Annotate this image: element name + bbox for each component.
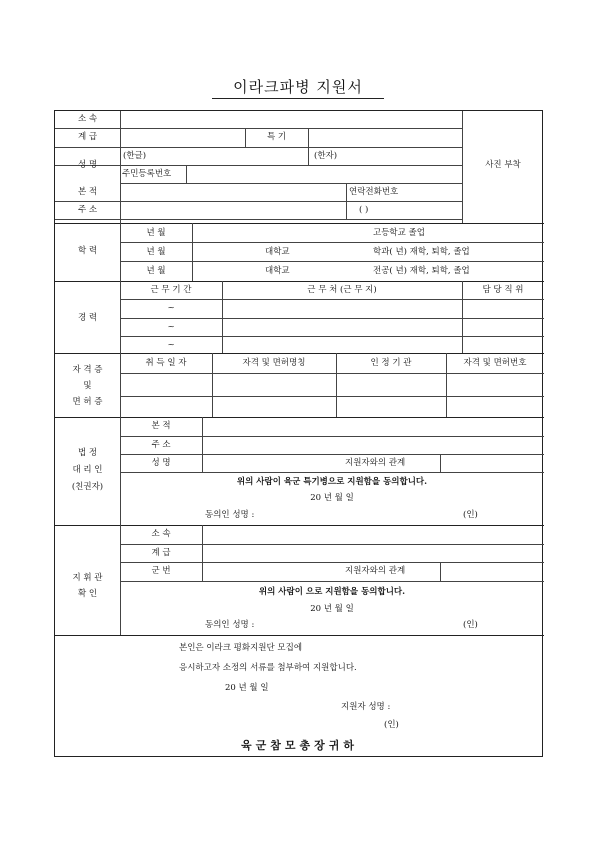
declaration-date: 20 년 월 일 bbox=[225, 683, 269, 693]
guardian-label: 법 정 bbox=[77, 448, 98, 458]
period-tilde: ~ bbox=[167, 303, 175, 313]
row-line bbox=[120, 436, 544, 437]
guardian-date: 20 년 월 일 bbox=[310, 493, 354, 503]
period-tilde: ~ bbox=[167, 322, 175, 332]
guardian-seal: (인) bbox=[463, 510, 478, 520]
row-line bbox=[120, 336, 544, 337]
guardian-relation: 지원자와의 관계 bbox=[345, 458, 406, 468]
license-number-header: 자격 및 면허번호 bbox=[463, 358, 527, 368]
commander-affiliation: 소 속 bbox=[151, 529, 171, 539]
declaration-line1: 본인은 이라크 평화지원단 모집에 bbox=[179, 643, 303, 653]
year-month: 년 월 bbox=[146, 247, 166, 257]
row-line bbox=[55, 219, 462, 220]
guardian-signer: 동의인 성명 : bbox=[205, 510, 255, 520]
col-line bbox=[192, 223, 193, 281]
career-label: 경 력 bbox=[77, 313, 98, 323]
highschool-graduate: 고등학교 졸업 bbox=[373, 228, 425, 238]
page-title: 이라크파병 지원서 bbox=[233, 78, 363, 96]
issuer-header: 인 정 기 관 bbox=[370, 358, 412, 368]
row-line bbox=[55, 147, 462, 148]
commander-signer: 동의인 성명 : bbox=[205, 620, 255, 630]
commander-seal: (인) bbox=[463, 620, 478, 630]
license-name-header: 자격 및 면허명칭 bbox=[242, 358, 306, 368]
period-tilde: ~ bbox=[167, 340, 175, 350]
section-line bbox=[55, 525, 544, 526]
row-line bbox=[120, 261, 544, 262]
application-form bbox=[54, 110, 543, 757]
col-line bbox=[202, 525, 203, 581]
license-label-and: 및 bbox=[83, 381, 92, 391]
work-period-header: 근 무 기 간 bbox=[150, 285, 192, 295]
korean-name-label: (한글) bbox=[123, 151, 147, 161]
row-line bbox=[120, 396, 544, 397]
license-label: 자 격 증 bbox=[72, 365, 103, 375]
specialty-label: 특 기 bbox=[266, 132, 287, 142]
section-line bbox=[55, 281, 544, 282]
col-line bbox=[440, 562, 441, 581]
row-line bbox=[120, 242, 544, 243]
col-line bbox=[186, 165, 187, 183]
guardian-domicile: 본 적 bbox=[151, 421, 171, 431]
domicile-label: 본 적 bbox=[77, 187, 98, 197]
year-month: 년 월 bbox=[146, 228, 166, 238]
contact-phone-label: 연락전화번호 bbox=[349, 187, 399, 197]
commander-rank: 계 급 bbox=[151, 548, 171, 558]
row-line bbox=[120, 454, 544, 455]
row-line bbox=[120, 562, 544, 563]
rank-label: 계 급 bbox=[77, 132, 98, 142]
license-label-permit: 면 허 증 bbox=[72, 397, 103, 407]
section-line bbox=[55, 635, 544, 636]
name-label: 성 명 bbox=[77, 160, 98, 170]
row-line bbox=[120, 183, 462, 184]
hanja-name-label: (한자) bbox=[314, 151, 338, 161]
commander-relation: 지원자와의 관계 bbox=[345, 566, 406, 576]
section-line bbox=[55, 223, 544, 224]
row-line bbox=[120, 581, 544, 582]
row-line bbox=[120, 299, 544, 300]
guardian-label: (친권자) bbox=[71, 482, 104, 492]
applicant-seal: (인) bbox=[384, 720, 399, 730]
acquired-date-header: 취 득 일 자 bbox=[145, 358, 187, 368]
major-status: 전공( 년) 재학, 퇴학, 졸업 bbox=[373, 266, 470, 276]
col-line bbox=[308, 128, 309, 147]
resident-number-label: 주민등록번호 bbox=[122, 169, 172, 179]
guardian-address: 주 소 bbox=[151, 440, 171, 450]
addressee: 육군참모총장귀하 bbox=[240, 739, 358, 752]
address-label: 주 소 bbox=[77, 205, 98, 215]
row-line bbox=[120, 544, 544, 545]
university-label: 대학교 bbox=[265, 266, 290, 276]
commander-label: 지 휘 관 bbox=[72, 573, 103, 583]
duty-header: 담 당 직 위 bbox=[482, 285, 524, 295]
title-underline bbox=[212, 98, 384, 99]
guardian-label: 대 리 인 bbox=[72, 465, 103, 475]
section-line bbox=[55, 353, 544, 354]
col-line bbox=[308, 147, 309, 165]
col-line bbox=[120, 111, 121, 223]
education-label: 학 력 bbox=[77, 246, 98, 256]
university-label: 대학교 bbox=[265, 247, 290, 257]
row-line bbox=[55, 128, 462, 129]
col-line bbox=[202, 417, 203, 472]
guardian-consent: 위의 사람이 육군 특기병으로 지원함을 동의합니다. bbox=[236, 477, 428, 487]
row-line bbox=[120, 318, 544, 319]
row-line bbox=[120, 472, 544, 473]
phone-area-code: ( ) bbox=[359, 205, 369, 215]
workplace-header: 근 무 처 (근 무 지) bbox=[307, 285, 377, 295]
row-line bbox=[120, 373, 544, 374]
affiliation-label: 소 속 bbox=[77, 114, 98, 124]
row-line bbox=[55, 201, 462, 202]
year-month: 년 월 bbox=[146, 266, 166, 276]
col-line bbox=[346, 183, 347, 201]
commander-consent: 위의 사람이 으로 지원함을 동의합니다. bbox=[258, 587, 406, 597]
col-line bbox=[346, 201, 347, 219]
section-line bbox=[55, 417, 544, 418]
photo-attach-label: 사진 부착 bbox=[485, 160, 521, 170]
commander-serial: 군 번 bbox=[151, 566, 171, 576]
col-line bbox=[440, 454, 441, 472]
department-status: 학과( 년) 재학, 퇴학, 졸업 bbox=[373, 247, 470, 257]
commander-label: 확 인 bbox=[77, 589, 98, 599]
applicant-name: 지원자 성명 : bbox=[341, 702, 391, 712]
declaration-line2: 응시하고자 소정의 서류를 첨부하여 지원합니다. bbox=[179, 663, 357, 673]
guardian-name: 성 명 bbox=[151, 458, 171, 468]
commander-date: 20 년 월 일 bbox=[310, 604, 354, 614]
